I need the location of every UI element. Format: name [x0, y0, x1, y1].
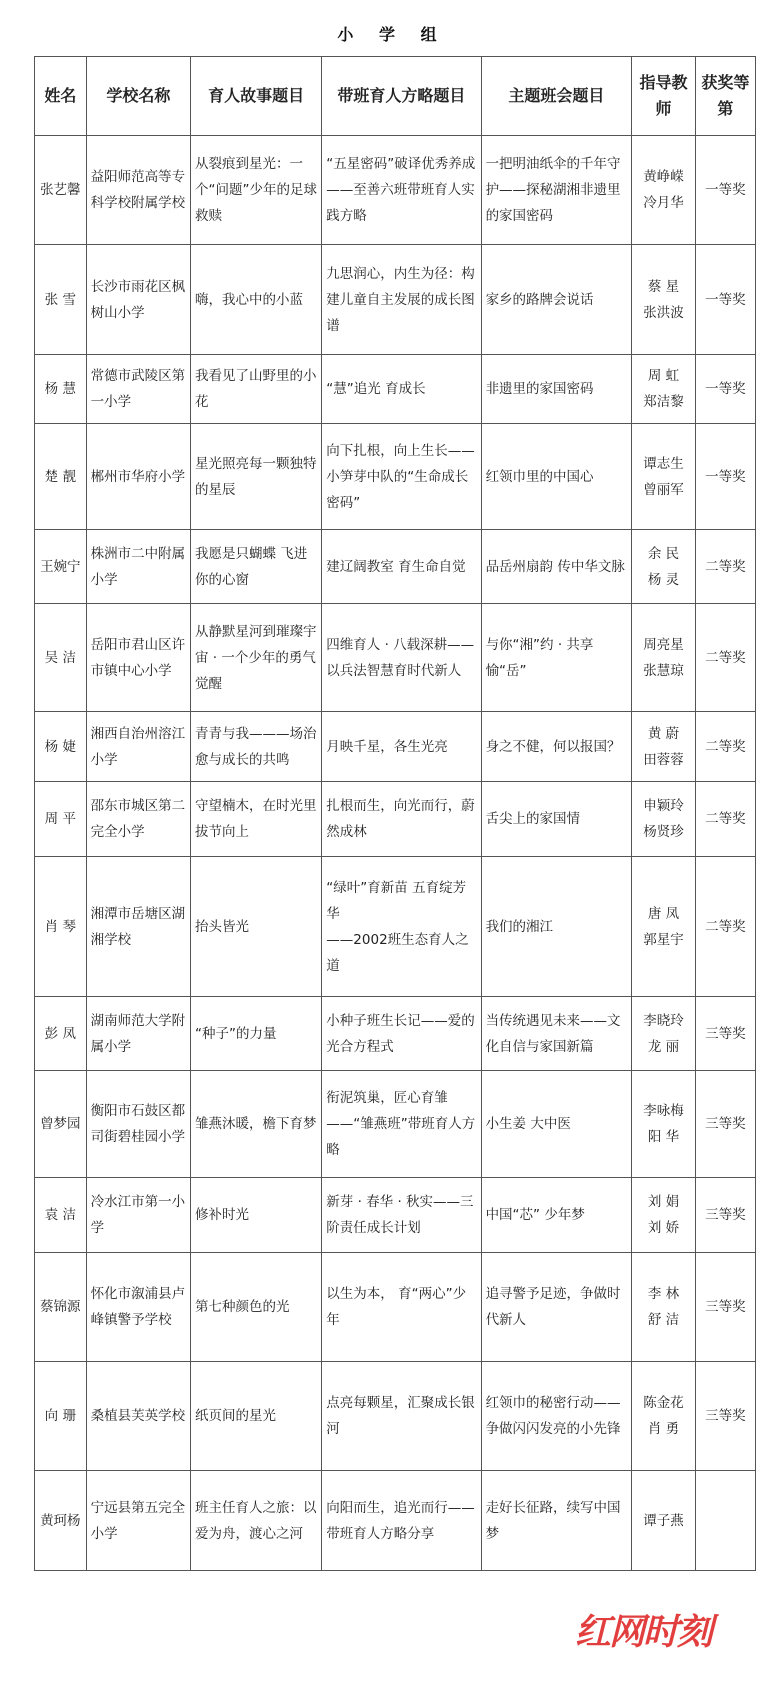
story-cell: “种子”的力量 [191, 997, 322, 1071]
meeting-cell: 我们的湘江 [481, 857, 632, 997]
table-row [35, 1471, 756, 1571]
watermark-logo: 红网时刻 [575, 1612, 712, 1653]
award-table [34, 56, 756, 1571]
school-cell: 衡阳市石鼓区都司街碧桂园小学 [86, 1071, 190, 1178]
strategy-cell: 四维育人 · 八载深耕—— 以兵法智慧育时代新人 [322, 604, 481, 712]
name-cell: 蔡锦源 [35, 1253, 87, 1362]
strategy-cell: “五星密码”破译优秀养成——至善六班带班育人实践方略 [322, 136, 481, 245]
award-cell: 三等奖 [695, 1253, 755, 1362]
school-cell: 湖南师范大学附属小学 [86, 997, 190, 1071]
meeting-cell: 与你“湘”约 · 共享愉“岳” [481, 604, 632, 712]
teachers-cell: 谭志生 曾丽军 [632, 424, 695, 530]
strategy-cell: 以生为本， 育“两心”少年 [322, 1253, 481, 1362]
meeting-cell: 品岳州扇韵 传中华文脉 [481, 530, 632, 604]
table-row [35, 782, 756, 857]
school-cell: 长沙市雨花区枫树山小学 [86, 245, 190, 355]
school-cell: 邵东市城区第二完全小学 [86, 782, 190, 857]
award-cell: 三等奖 [695, 1362, 755, 1471]
meeting-cell: 身之不健，何以报国？ [481, 712, 632, 782]
table-row [35, 857, 756, 997]
story-cell: 从静默星河到璀璨宇宙 · 一个少年的勇气觉醒 [191, 604, 322, 712]
strategy-cell: 向阳而生，追光而行——带班育人方略分享 [322, 1471, 481, 1571]
table-row [35, 424, 756, 530]
strategy-cell: 九思润心，内生为径：构建儿童自主发展的成长图谱 [322, 245, 481, 355]
name-cell: 黄珂杨 [35, 1471, 87, 1571]
strategy-cell: 向下扎根，向上生长——小笋芽中队的“生命成长密码” [322, 424, 481, 530]
award-cell: 二等奖 [695, 782, 755, 857]
name-cell: 肖 琴 [35, 857, 87, 997]
meeting-cell: 走好长征路，续写中国梦 [481, 1471, 632, 1571]
table-row [35, 530, 756, 604]
table-caption: 小 学 组 [337, 25, 447, 44]
award-cell: 一等奖 [695, 245, 755, 355]
story-cell: 星光照亮每一颗独特的星辰 [191, 424, 322, 530]
meeting-cell: 一把明油纸伞的千年守护——探秘湖湘非遗里的家国密码 [481, 136, 632, 245]
teachers-cell: 李 林 舒 洁 [632, 1253, 695, 1362]
story-cell: 从裂痕到星光：一个“问题”少年的足球救赎 [191, 136, 322, 245]
award-cell: 三等奖 [695, 997, 755, 1071]
teachers-cell: 李咏梅 阳 华 [632, 1071, 695, 1178]
school-cell: 桑植县芙英学校 [86, 1362, 190, 1471]
award-cell: 二等奖 [695, 530, 755, 604]
strategy-cell: 小种子班生长记——爱的光合方程式 [322, 997, 481, 1071]
story-cell: 青青与我———场治愈与成长的共鸣 [191, 712, 322, 782]
table-row [35, 1178, 756, 1253]
table-row [35, 604, 756, 712]
strategy-cell: 建辽阔教室 育生命自觉 [322, 530, 481, 604]
header-award: 获奖等第 [695, 57, 755, 136]
meeting-cell: 小生姜 大中医 [481, 1071, 632, 1178]
school-cell: 湘西自治州溶江小学 [86, 712, 190, 782]
name-cell: 杨 婕 [35, 712, 87, 782]
meeting-cell: 当传统遇见未来——文化自信与家国新篇 [481, 997, 632, 1071]
name-cell: 张 雪 [35, 245, 87, 355]
strategy-cell: 点亮每颗星，汇聚成长银河 [322, 1362, 481, 1471]
name-cell: 彭 凤 [35, 997, 87, 1071]
school-cell: 冷水江市第一小学 [86, 1178, 190, 1253]
header-school: 学校名称 [86, 57, 190, 136]
school-cell: 湘潭市岳塘区湖湘学校 [86, 857, 190, 997]
story-cell: 守望楠木，在时光里拔节向上 [191, 782, 322, 857]
header-teachers: 指导教师 [632, 57, 695, 136]
story-cell: 抬头皆光 [191, 857, 322, 997]
award-cell [695, 1471, 755, 1571]
header-meeting: 主题班会题目 [481, 57, 632, 136]
award-cell: 一等奖 [695, 424, 755, 530]
teachers-cell: 黄 蔚 田蓉蓉 [632, 712, 695, 782]
story-cell: 我看见了山野里的小花 [191, 355, 322, 424]
strategy-cell: “慧”追光 育成长 [322, 355, 481, 424]
award-cell: 二等奖 [695, 712, 755, 782]
name-cell: 袁 洁 [35, 1178, 87, 1253]
teachers-cell: 余 民 杨 灵 [632, 530, 695, 604]
table-row [35, 355, 756, 424]
school-cell: 岳阳市君山区许市镇中心小学 [86, 604, 190, 712]
strategy-cell: “绿叶”育新苗 五育绽芳华 ——2002班生态育人之道 [322, 857, 481, 997]
name-cell: 曾梦园 [35, 1071, 87, 1178]
award-cell: 二等奖 [695, 604, 755, 712]
table-row [35, 1362, 756, 1471]
school-cell: 怀化市溆浦县卢峰镇警予学校 [86, 1253, 190, 1362]
name-cell: 吴 洁 [35, 604, 87, 712]
story-cell: 修补时光 [191, 1178, 322, 1253]
table-row [35, 712, 756, 782]
name-cell: 杨 慧 [35, 355, 87, 424]
award-cell: 三等奖 [695, 1178, 755, 1253]
teachers-cell: 刘 娟 刘 娇 [632, 1178, 695, 1253]
table-row [35, 1253, 756, 1362]
award-cell: 二等奖 [695, 857, 755, 997]
table-row [35, 997, 756, 1071]
name-cell: 楚 靓 [35, 424, 87, 530]
strategy-cell: 月映千星，各生光亮 [322, 712, 481, 782]
table-row [35, 245, 756, 355]
story-cell: 第七种颜色的光 [191, 1253, 322, 1362]
school-cell: 郴州市华府小学 [86, 424, 190, 530]
name-cell: 王婉宁 [35, 530, 87, 604]
meeting-cell: 中国“芯” 少年梦 [481, 1178, 632, 1253]
table-row [35, 1071, 756, 1178]
school-cell: 宁远县第五完全小学 [86, 1471, 190, 1571]
meeting-cell: 舌尖上的家国情 [481, 782, 632, 857]
teachers-cell: 唐 凤 郭星宇 [632, 857, 695, 997]
strategy-cell: 新芽 · 春华 · 秋实——三阶责任成长计划 [322, 1178, 481, 1253]
award-cell: 一等奖 [695, 355, 755, 424]
school-cell: 株洲市二中附属小学 [86, 530, 190, 604]
teachers-cell: 谭子燕 [632, 1471, 695, 1571]
teachers-cell: 李晓玲 龙 丽 [632, 997, 695, 1071]
name-cell: 周 平 [35, 782, 87, 857]
header-row [35, 57, 756, 136]
story-cell: 我愿是只蝴蝶 飞进你的心窗 [191, 530, 322, 604]
teachers-cell: 申颖玲 杨贤珍 [632, 782, 695, 857]
header-name: 姓名 [35, 57, 87, 136]
teachers-cell: 周 虹 郑洁黎 [632, 355, 695, 424]
story-cell: 班主任育人之旅：以爱为舟，渡心之河 [191, 1471, 322, 1571]
meeting-cell: 家乡的路牌会说话 [481, 245, 632, 355]
meeting-cell: 追寻警予足迹，争做时代新人 [481, 1253, 632, 1362]
award-cell: 一等奖 [695, 136, 755, 245]
name-cell: 向 珊 [35, 1362, 87, 1471]
strategy-cell: 衔泥筑巢，匠心育雏——“雏燕班”带班育人方略 [322, 1071, 481, 1178]
meeting-cell: 非遗里的家国密码 [481, 355, 632, 424]
story-cell: 嗨，我心中的小蓝 [191, 245, 322, 355]
teachers-cell: 陈金花 肖 勇 [632, 1362, 695, 1471]
teachers-cell: 蔡 星 张洪波 [632, 245, 695, 355]
meeting-cell: 红领巾里的中国心 [481, 424, 632, 530]
teachers-cell: 黄峥嵘 冷月华 [632, 136, 695, 245]
school-cell: 常德市武陵区第一小学 [86, 355, 190, 424]
name-cell: 张艺馨 [35, 136, 87, 245]
story-cell: 纸页间的星光 [191, 1362, 322, 1471]
story-cell: 雏燕沐暖，檐下育梦 [191, 1071, 322, 1178]
school-cell: 益阳师范高等专科学校附属学校 [86, 136, 190, 245]
header-strategy: 带班育人方略题目 [322, 57, 481, 136]
table-row [35, 136, 756, 245]
teachers-cell: 周亮星 张慧琼 [632, 604, 695, 712]
header-story: 育人故事题目 [191, 57, 322, 136]
meeting-cell: 红领巾的秘密行动——争做闪闪发亮的小先锋 [481, 1362, 632, 1471]
strategy-cell: 扎根而生，向光而行，蔚然成林 [322, 782, 481, 857]
award-cell: 三等奖 [695, 1071, 755, 1178]
